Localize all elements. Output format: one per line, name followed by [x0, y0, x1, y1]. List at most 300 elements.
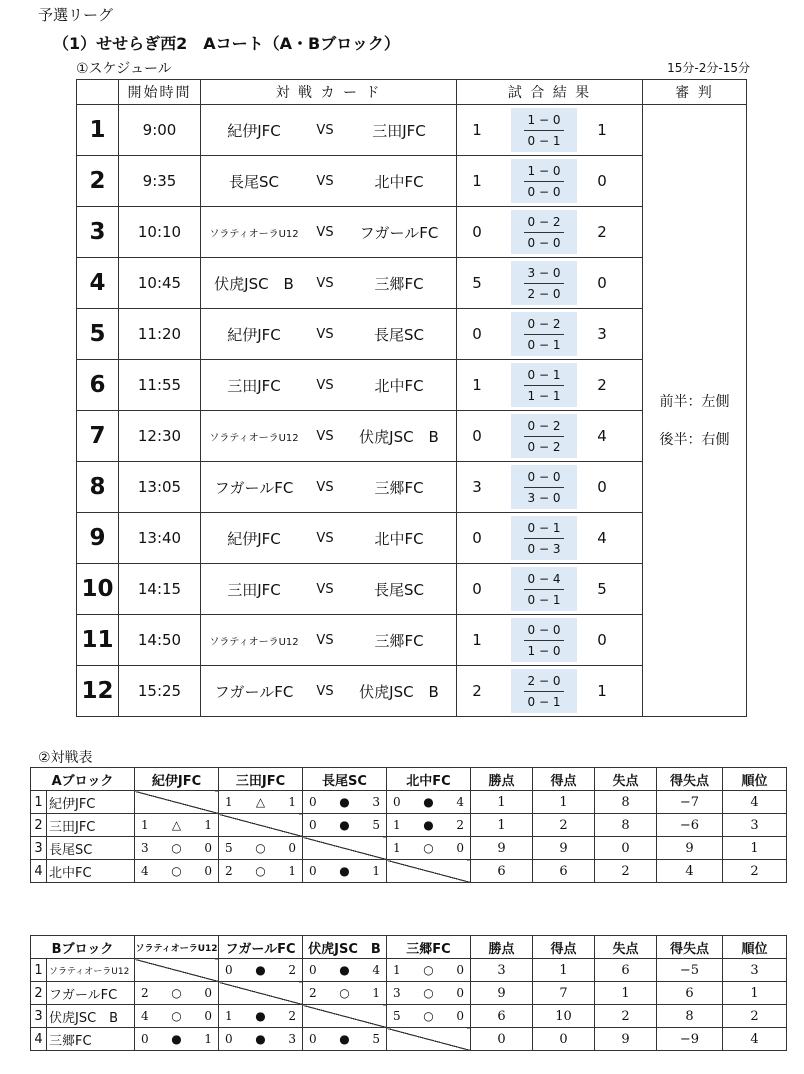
opponent-header: フガールFC	[219, 936, 303, 959]
stat-value: 2	[723, 1005, 787, 1028]
standings-header-row	[31, 936, 787, 959]
match-timing: 15分-2分-15分	[667, 61, 750, 75]
outcome-mark: ●	[255, 1009, 266, 1023]
outcome-mark: ●	[339, 818, 350, 832]
half-divider	[524, 283, 564, 284]
home-score: 1	[472, 172, 482, 190]
half-divider	[524, 640, 564, 641]
half-scores	[511, 516, 577, 560]
first-half-score: 2 − 0	[527, 673, 561, 688]
away-score: 1	[597, 121, 607, 139]
schedule-table	[76, 79, 747, 717]
away-score: 4	[597, 529, 607, 547]
goals-for: 2	[309, 986, 317, 1000]
outcome-mark: ○	[255, 841, 266, 855]
stat-value: 0	[595, 837, 657, 860]
goals-against: 0	[204, 841, 212, 855]
match-result	[457, 105, 643, 156]
first-half-score: 0 − 2	[527, 214, 561, 229]
goals-for: 0	[141, 1032, 149, 1046]
stat-header: 順位	[723, 936, 787, 959]
half-scores	[511, 261, 577, 305]
stat-header: 順位	[723, 768, 787, 791]
opponent-header: 長尾SC	[303, 768, 387, 791]
match-card	[201, 666, 457, 717]
goals-against: 1	[288, 795, 296, 809]
stat-value: 6	[471, 860, 533, 883]
half-scores	[511, 465, 577, 509]
standings-row	[31, 959, 787, 982]
first-half-score: 0 − 1	[527, 520, 561, 535]
header-no	[77, 80, 119, 105]
stat-value: 9	[471, 982, 533, 1005]
self-cell	[135, 959, 219, 982]
goals-against: 1	[204, 1032, 212, 1046]
match-time: 14:15	[119, 564, 201, 615]
match-time: 9:35	[119, 156, 201, 207]
stat-value: 1	[595, 982, 657, 1005]
second-half-score: 0 − 1	[527, 694, 561, 709]
match-card	[201, 258, 457, 309]
half-scores	[511, 108, 577, 152]
stat-value: −7	[657, 791, 723, 814]
stat-value: 2	[595, 1005, 657, 1028]
outcome-mark: ○	[423, 1009, 434, 1023]
away-team: 三郷FC	[374, 274, 424, 293]
away-team: 北中FC	[374, 376, 424, 395]
goals-for: 0	[225, 1032, 233, 1046]
opponent-header: 北中FC	[387, 768, 471, 791]
stat-header: 失点	[595, 768, 657, 791]
vs-label: VS	[316, 683, 334, 699]
goals-for: 1	[393, 841, 401, 855]
match-cell	[219, 860, 303, 883]
standings-row	[31, 1028, 787, 1051]
standings-header-row	[31, 768, 787, 791]
outcome-mark: △	[171, 818, 182, 832]
first-half-score: 0 − 4	[527, 571, 561, 586]
match-time: 11:55	[119, 360, 201, 411]
home-score: 0	[472, 529, 482, 547]
outcome-mark: ●	[339, 963, 350, 977]
match-card	[201, 360, 457, 411]
standings-row	[31, 1005, 787, 1028]
goals-for: 2	[225, 864, 233, 878]
match-cell	[387, 791, 471, 814]
outcome-mark: ○	[423, 986, 434, 1000]
match-time: 14:50	[119, 615, 201, 666]
row-index: 3	[31, 837, 47, 860]
outcome-mark: ●	[423, 818, 434, 832]
home-team: フガールFC	[214, 682, 294, 701]
opponent-header: 三郷FC	[387, 936, 471, 959]
goals-for: 3	[141, 841, 149, 855]
match-card	[201, 105, 457, 156]
self-cell	[387, 860, 471, 883]
outcome-mark: ○	[255, 864, 266, 878]
goals-against: 2	[456, 818, 464, 832]
home-team: 三田JFC	[227, 580, 281, 599]
vs-label: VS	[316, 377, 334, 393]
team-name: 長尾SC	[47, 837, 135, 860]
goals-for: 0	[393, 795, 401, 809]
home-team: ソラティオーラU12	[209, 228, 299, 240]
match-cell	[135, 1005, 219, 1028]
away-team: 伏虎JSC B	[359, 682, 439, 701]
stat-value: 10	[533, 1005, 595, 1028]
header-referee: 審 判	[643, 80, 747, 105]
match-card	[201, 615, 457, 666]
outcome-mark: △	[255, 795, 266, 809]
match-result	[457, 309, 643, 360]
match-cell	[303, 814, 387, 837]
opponent-header: 紀伊JFC	[135, 768, 219, 791]
stat-value: 9	[533, 837, 595, 860]
away-score: 1	[597, 682, 607, 700]
goals-for: 1	[393, 818, 401, 832]
match-number: 12	[77, 666, 119, 717]
stat-value: −9	[657, 1028, 723, 1051]
goals-against: 1	[204, 818, 212, 832]
team-name: ソラティオーラU12	[47, 959, 135, 982]
home-score: 3	[472, 478, 482, 496]
away-score: 0	[597, 274, 607, 292]
first-half-score: 3 − 0	[527, 265, 561, 280]
stat-value: 1	[471, 814, 533, 837]
goals-against: 0	[204, 1009, 212, 1023]
match-cell	[387, 1005, 471, 1028]
goals-for: 5	[225, 841, 233, 855]
goals-against: 1	[372, 986, 380, 1000]
stat-value: 3	[723, 814, 787, 837]
stat-header: 得点	[533, 768, 595, 791]
half-divider	[524, 691, 564, 692]
home-score: 1	[472, 121, 482, 139]
match-result	[457, 360, 643, 411]
outcome-mark: ●	[339, 1032, 350, 1046]
second-half-score: 1 − 1	[527, 388, 561, 403]
page-title: 予選リーグ	[38, 6, 114, 24]
match-number: 11	[77, 615, 119, 666]
stat-value: 3	[471, 959, 533, 982]
outcome-mark: ○	[171, 1009, 182, 1023]
match-result	[457, 462, 643, 513]
goals-against: 0	[204, 986, 212, 1000]
goals-against: 0	[456, 841, 464, 855]
match-result	[457, 666, 643, 717]
match-cell	[219, 791, 303, 814]
home-team: 長尾SC	[229, 172, 279, 191]
goals-against: 5	[372, 818, 380, 832]
stat-value: −5	[657, 959, 723, 982]
outcome-mark: ○	[423, 963, 434, 977]
match-time: 15:25	[119, 666, 201, 717]
match-card	[201, 564, 457, 615]
home-score: 0	[472, 325, 482, 343]
half-divider	[524, 334, 564, 335]
self-cell	[303, 1005, 387, 1028]
half-scores	[511, 618, 577, 662]
stat-value: 1	[723, 837, 787, 860]
outcome-mark: ○	[171, 864, 182, 878]
stat-value: 9	[471, 837, 533, 860]
match-result	[457, 615, 643, 666]
match-cell	[303, 1028, 387, 1051]
block-a-standings	[30, 767, 787, 883]
goals-for: 4	[141, 864, 149, 878]
match-number: 7	[77, 411, 119, 462]
outcome-mark: ●	[171, 1032, 182, 1046]
schedule-label: ①スケジュール	[76, 61, 172, 77]
team-name: 北中FC	[47, 860, 135, 883]
goals-for: 1	[141, 818, 149, 832]
stat-value: 1	[533, 791, 595, 814]
standings-row	[31, 791, 787, 814]
stat-value: 8	[595, 814, 657, 837]
away-team: 北中FC	[374, 529, 424, 548]
half-divider	[524, 487, 564, 488]
match-number: 5	[77, 309, 119, 360]
goals-for: 1	[225, 1009, 233, 1023]
match-cell	[219, 959, 303, 982]
home-score: 1	[472, 376, 482, 394]
row-index: 1	[31, 791, 47, 814]
away-team: フガールFC	[359, 223, 439, 242]
stat-value: 0	[533, 1028, 595, 1051]
standings-row	[31, 860, 787, 883]
outcome-mark: ○	[171, 841, 182, 855]
stat-value: 0	[471, 1028, 533, 1051]
goals-against: 2	[288, 1009, 296, 1023]
stat-value: 4	[657, 860, 723, 883]
vs-label: VS	[316, 122, 334, 138]
match-cell	[135, 814, 219, 837]
away-team: 三郷FC	[374, 478, 424, 497]
vs-label: VS	[316, 326, 334, 342]
header-result: 試 合 結 果	[457, 80, 643, 105]
first-half-score: 1 − 0	[527, 163, 561, 178]
goals-for: 4	[141, 1009, 149, 1023]
opponent-header: ソラティオーラU12	[135, 936, 219, 959]
second-half-score: 0 − 1	[527, 133, 561, 148]
stat-header: 失点	[595, 936, 657, 959]
block-name: Aブロック	[31, 768, 135, 791]
match-card	[201, 309, 457, 360]
goals-for: 0	[309, 795, 317, 809]
standings-row	[31, 982, 787, 1005]
match-cell	[303, 982, 387, 1005]
match-number: 9	[77, 513, 119, 564]
match-cell	[303, 959, 387, 982]
goals-against: 4	[456, 795, 464, 809]
self-cell	[219, 982, 303, 1005]
self-cell	[387, 1028, 471, 1051]
home-team: 伏虎JSC B	[214, 274, 294, 293]
match-number: 10	[77, 564, 119, 615]
goals-against: 3	[288, 1032, 296, 1046]
block-name: Bブロック	[31, 936, 135, 959]
away-team: 三郷FC	[374, 631, 424, 650]
goals-against: 0	[288, 841, 296, 855]
second-half-score: 0 − 0	[527, 184, 561, 199]
home-score: 0	[472, 223, 482, 241]
goals-against: 4	[372, 963, 380, 977]
stat-header: 得失点	[657, 936, 723, 959]
half-divider	[524, 385, 564, 386]
match-time: 13:05	[119, 462, 201, 513]
goals-for: 2	[141, 986, 149, 1000]
team-name: 伏虎JSC B	[47, 1005, 135, 1028]
away-team: 長尾SC	[374, 580, 424, 599]
goals-against: 0	[456, 963, 464, 977]
match-cell	[387, 959, 471, 982]
goals-for: 1	[393, 963, 401, 977]
match-time: 12:30	[119, 411, 201, 462]
team-name: 紀伊JFC	[47, 791, 135, 814]
outcome-mark: ●	[255, 1032, 266, 1046]
stat-value: 1	[533, 959, 595, 982]
stat-value: 7	[533, 982, 595, 1005]
vs-label: VS	[316, 275, 334, 291]
stat-header: 勝点	[471, 936, 533, 959]
stat-header: 勝点	[471, 768, 533, 791]
team-name: フガールFC	[47, 982, 135, 1005]
referee-line: 前半：左側	[659, 393, 730, 410]
match-result	[457, 411, 643, 462]
match-cell	[387, 814, 471, 837]
match-cell	[135, 837, 219, 860]
half-divider	[524, 538, 564, 539]
match-result	[457, 156, 643, 207]
away-score: 5	[597, 580, 607, 598]
outcome-mark: ●	[423, 795, 434, 809]
match-cell	[135, 982, 219, 1005]
stat-value: 8	[595, 791, 657, 814]
vs-label: VS	[316, 428, 334, 444]
stat-value: 2	[595, 860, 657, 883]
match-number: 2	[77, 156, 119, 207]
half-scores	[511, 312, 577, 356]
row-index: 2	[31, 814, 47, 837]
half-scores	[511, 669, 577, 713]
goals-against: 0	[456, 1009, 464, 1023]
self-cell	[303, 837, 387, 860]
goals-for: 0	[309, 864, 317, 878]
outcome-mark: ●	[339, 864, 350, 878]
goals-for: 0	[309, 818, 317, 832]
stat-value: 6	[533, 860, 595, 883]
vs-label: VS	[316, 581, 334, 597]
home-score: 1	[472, 631, 482, 649]
row-index: 2	[31, 982, 47, 1005]
outcome-mark: ○	[171, 986, 182, 1000]
goals-against: 5	[372, 1032, 380, 1046]
away-score: 0	[597, 631, 607, 649]
block-b-standings	[30, 935, 787, 1051]
vs-label: VS	[316, 479, 334, 495]
self-cell	[219, 814, 303, 837]
stat-value: 6	[471, 1005, 533, 1028]
match-number: 1	[77, 105, 119, 156]
stat-value: 2	[723, 860, 787, 883]
home-score: 0	[472, 427, 482, 445]
self-cell	[135, 791, 219, 814]
goals-against: 3	[372, 795, 380, 809]
second-half-score: 1 − 0	[527, 643, 561, 658]
first-half-score: 0 − 2	[527, 418, 561, 433]
half-scores	[511, 159, 577, 203]
outcome-mark: ●	[339, 795, 350, 809]
first-half-score: 0 − 2	[527, 316, 561, 331]
match-row	[77, 105, 747, 156]
referee-note	[643, 105, 747, 717]
row-index: 4	[31, 860, 47, 883]
match-number: 8	[77, 462, 119, 513]
match-cell	[135, 1028, 219, 1051]
half-scores	[511, 567, 577, 611]
home-score: 5	[472, 274, 482, 292]
stat-value: −6	[657, 814, 723, 837]
match-result	[457, 258, 643, 309]
match-result	[457, 513, 643, 564]
match-time: 13:40	[119, 513, 201, 564]
match-result	[457, 564, 643, 615]
goals-against: 2	[288, 963, 296, 977]
away-score: 3	[597, 325, 607, 343]
stat-value: 9	[657, 837, 723, 860]
second-half-score: 0 − 3	[527, 541, 561, 556]
second-half-score: 3 − 0	[527, 490, 561, 505]
match-number: 4	[77, 258, 119, 309]
schedule-header-row	[77, 80, 747, 105]
vs-label: VS	[316, 632, 334, 648]
match-cell	[387, 837, 471, 860]
stat-value: 4	[723, 791, 787, 814]
match-card	[201, 156, 457, 207]
vs-label: VS	[316, 530, 334, 546]
goals-against: 0	[204, 864, 212, 878]
home-team: ソラティオーラU12	[209, 636, 299, 648]
stat-header: 得点	[533, 936, 595, 959]
half-divider	[524, 436, 564, 437]
match-time: 10:45	[119, 258, 201, 309]
first-half-score: 1 − 0	[527, 112, 561, 127]
match-cell	[219, 1028, 303, 1051]
first-half-score: 0 − 0	[527, 469, 561, 484]
second-half-score: 0 − 2	[527, 439, 561, 454]
match-card	[201, 207, 457, 258]
goals-for: 1	[225, 795, 233, 809]
opponent-header: 伏虎JSC B	[303, 936, 387, 959]
goals-against: 1	[372, 864, 380, 878]
row-index: 4	[31, 1028, 47, 1051]
team-name: 三田JFC	[47, 814, 135, 837]
vs-label: VS	[316, 224, 334, 240]
stat-value: 3	[723, 959, 787, 982]
vs-label: VS	[316, 173, 334, 189]
stat-value: 1	[723, 982, 787, 1005]
half-scores	[511, 210, 577, 254]
home-team: ソラティオーラU12	[209, 432, 299, 444]
match-time: 11:20	[119, 309, 201, 360]
row-index: 3	[31, 1005, 47, 1028]
match-cell	[219, 1005, 303, 1028]
half-scores	[511, 363, 577, 407]
home-team: 紀伊JFC	[227, 325, 281, 344]
away-score: 0	[597, 478, 607, 496]
match-cell	[387, 982, 471, 1005]
match-cell	[303, 860, 387, 883]
